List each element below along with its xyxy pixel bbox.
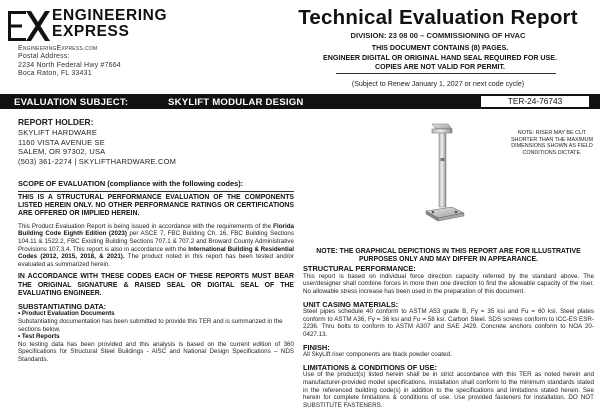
company-address — [18, 45, 121, 79]
holder-contact[interactable]: (503) 361-2274 | SKYLIFTHARDWARE.COM — [18, 157, 177, 167]
compliance-text-1: This Product Evaluation Report is being issued in accordance with the requirements of the — [18, 222, 274, 230]
ter-number-badge: TER-24-76743 — [480, 95, 590, 108]
graphic-disclaimer: NOTE: THE GRAPHICAL DEPICTIONS IN THIS REPORT ARE FOR ILLUSTRATIVE PURPOSES ONLY AND MAY DIFFER IN APPEARANCE. — [316, 248, 581, 264]
right-column — [303, 248, 594, 409]
code-compliance-paragraph — [18, 223, 294, 269]
notice-copies: COPIES ARE NOT VALID FOR PERMIT. — [374, 63, 506, 72]
finish-text: All SkyLift riser components are black powder coated. — [303, 351, 452, 359]
validity-notice — [292, 44, 588, 73]
finish-heading: FINISH: — [303, 342, 330, 352]
left-column — [18, 180, 294, 363]
limitations-fastener-warning: DO NOT SUBSTITUTE FASTENERS. — [303, 394, 594, 409]
scope-heading: SCOPE OF EVALUATION (compliance with the following codes): — [18, 179, 244, 188]
compliance-fbc: Florida Building Code Eighth Edition (2023) — [18, 222, 294, 238]
notice-pages: THIS DOCUMENT CONTAINS (8) PAGES. — [371, 44, 509, 52]
logo-line-1: ENGINEERING — [52, 7, 168, 24]
limitations-body: Use of the product(s) listed herein shall be in strict accordance with this TER as noted herein and manufacturer-provided model specifications. Installation shall conform to the minimum standards stated in the referenced building code(s) in addition to the specifications and limitations stated herein. See herein for complete limitations & conditions of use. Use provided fasteners for installation. — [303, 371, 594, 402]
holder-street: 1160 VISTA AVENUE SE — [18, 137, 105, 147]
materials-text: Steel pipes schedule 40 conform to ASTM A53 grade B, Fy = 35 ksi and Fu = 60 ksi. Steel plates conform to ASTM A36, Fy = 36 ksi and Fu = 58 ksi. Carbon Steel. SDS screws conform to ICC-ES ESR-2236. Thru bolts to conform to ASTM A307 and SAE J429. Concrete anchors conform to NOA 20-0427.13. — [303, 308, 594, 338]
holder-name: SKYLIFT HARDWARE — [18, 128, 98, 137]
limitations-heading: LIMITATIONS & CONDITIONS OF USE: — [303, 362, 437, 372]
compliance-text-2: per ASCE 7, FBC Building Ch. 16, FBC Building Sections 104.11 & 1522.2, FBC Existing Building Sections 707.1 & 707.2 and Broward County Administrative Provisions 107.3.4. This report is also in accordance with the — [18, 230, 294, 253]
riser-cut-note: NOTE: RISER MAY BE CUT SHORTER THAN THE MAXIMUM DIMENSIONS SHOWN AS FIELD CONDITIONS DICTATE. — [510, 130, 594, 156]
holder-heading: REPORT HOLDER: — [18, 117, 94, 127]
limitations-text — [303, 371, 594, 409]
page-title: Technical Evaluation Report — [298, 6, 578, 29]
engineering-express-logo-icon — [6, 8, 52, 44]
scope-statement: THIS IS A STRUCTURAL PERFORMANCE EVALUATION OF THE COMPONENTS LISTED HEREIN ONLY. NO OTHER PERFORMANCE RATINGS OR CERTIFICATIONS ARE OFFERED OR IMPLIED HEREIN. — [18, 191, 294, 218]
logo-line-2: EXPRESS — [52, 23, 130, 40]
bullet-evaluation-docs-text: Substantiating documentation has been submitted to provide this TER and is summarized in the sections below. — [18, 317, 283, 333]
logo-wordmark — [52, 8, 167, 40]
compliance-ibc: International Building & Residential Codes (2012, 2015, 2018, & 2021). — [18, 245, 294, 261]
subject-name: SKYLIFT MODULAR DESIGN — [168, 97, 304, 108]
postal-label: Postal Address: — [18, 53, 70, 61]
materials-heading: UNIT CASING MATERIALS: — [303, 299, 399, 309]
bullet-evaluation-docs: • Product Evaluation Documents — [18, 310, 115, 318]
skylift-riser-illustration-icon — [412, 118, 472, 228]
subject-label: EVALUATION SUBJECT: — [14, 97, 129, 108]
postal-street: 2234 North Federal Hwy #7664 — [18, 61, 121, 69]
holder-block — [18, 128, 176, 167]
substantiating-heading: SUBSTANTIATING DATA: — [18, 301, 107, 311]
bullet-test-reports-text: No testing data has been provided and this analysis is based on the current edition of 360 Specifications for Structural Steel Buildings - AISC and National Design Specifications – NDS Standards. — [18, 340, 294, 363]
notice-seal: ENGINEER DIGITAL OR ORIGINAL HAND SEAL REQUIRED FOR USE. — [323, 53, 557, 62]
notice-underline — [336, 73, 556, 74]
company-website[interactable]: EngineeringExpress.com — [18, 45, 98, 52]
holder-city: SALEM, OR 97302, USA — [18, 147, 106, 157]
renewal-note: (Subject to Renew January 1, 2027 or next code cycle) — [351, 80, 525, 88]
structural-heading: STRUCTURAL PERFORMANCE: — [303, 264, 416, 274]
division-line: DIVISION: 23 08 00 – COMMISSIONING OF HVAC — [350, 31, 526, 40]
postal-city: Boca Raton, FL 33431 — [18, 70, 92, 78]
compliance-text-3: The product noted in this report has been tested and/or evaluated as summarized herein. — [18, 253, 294, 268]
structural-text: This report is based on individual force direction capacity referred by the standard above. The user/designer shall combine forces in more then one direction to find the allowable capacity of the riser. No allowable stress increase has been used in the preparation of this document. — [303, 272, 594, 295]
bullet-test-reports: • Test Reports — [18, 333, 60, 341]
seal-requirement: IN ACCORDANCE WITH THESE CODES EACH OF THESE REPORTS MUST BEAR THE ORIGINAL SIGNATURE & RAISED SEAL OR DIGITAL SEAL OF THE EVALUATING ENGINEER. — [18, 273, 294, 297]
